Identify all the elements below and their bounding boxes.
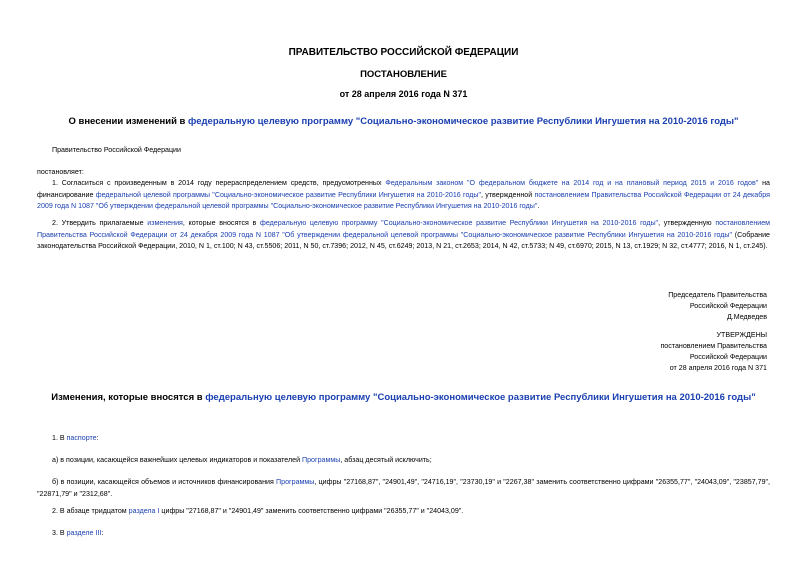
item-1: 1. В паспорте:	[52, 434, 99, 442]
changes-program-link[interactable]: федеральную целевую программу "Социально-экономическое развитие Республики Ингушетия на 2010-2016 годы"	[205, 392, 756, 403]
changes-title: Изменения, которые вносятся в федеральную целевую программу "Социально-экономическое развитие Республики Ингушетия на 2010-2016 годы"	[51, 392, 756, 403]
title-program-link[interactable]: федеральную целевую программу "Социально-экономическое развитие Республики Ингушетия на 2010-2016 годы"	[188, 116, 739, 127]
document-title	[0, 116, 807, 127]
item-1a: а) в позиции, касающейся важнейших целевых индикаторов и показателей Программы, абзац десятый исключить;	[52, 456, 432, 464]
section-1-link[interactable]: раздела I	[128, 507, 160, 515]
program-link-3[interactable]: Программы	[302, 456, 341, 464]
program-link-2[interactable]: федеральную целевую программу "Социально-экономическое развитие Республики Ингушетия на 2010-2016 годы"	[259, 219, 659, 227]
government-heading: ПРАВИТЕЛЬСТВО РОССИЙСКОЙ ФЕДЕРАЦИИ	[288, 47, 519, 58]
federal-law-link[interactable]: Федеральным законом "О федеральном бюджете на 2014 год и на плановый период 2015 и 2016 годов"	[385, 179, 759, 187]
document-date: от 28 апреля 2016 года N 371	[339, 89, 468, 99]
resolution-link[interactable]: постановлением Правительства Российской Федерации от 24 декабря 2009 года N 1087 "Об утверждении федеральной целевой программы "Социально-экономическое развитие Республики Ингушетия на 2010-2016 годы"	[37, 190, 770, 210]
document-type: ПОСТАНОВЛЕНИЕ	[360, 69, 447, 80]
section-3-link[interactable]: разделе III	[66, 529, 102, 537]
approval-block: УТВЕРЖДЕНЫ постановлением Правительства Российской Федерации от 28 апреля 2016 года N 371	[660, 331, 767, 372]
paragraph-2: 2. Утвердить прилагаемые изменения, которые вносятся в федеральную целевую программу "Социально-экономическое развитие Республики Ингушетия на 2010-2016 годы", утвержденную постановлением Правительства Российской Федерации от 24 декабря 2009 года N 1087 "Об утверждении федеральной целевой программы "Социально-экономическое развитие Республики Ингушетия на 2010-2016 годы" (Собрание законодательства Российской Федерации, 2010, N 1, ст.100; N 43, ст.5506; 2011, N 50, ст.7396; 2012, N 45, ст.6249; 2013, N 21, ст.2653; 2014, N 42, ст.5733; N 49, ст.6970; 2015, N 13, ст.1929; N 32, ст.4777; 2016, N 1, ст.245).	[37, 219, 771, 250]
signature-block: Председатель Правительства Российской Федерации Д.Медведев	[668, 291, 767, 321]
program-link[interactable]: федеральной целевой программы "Социально-экономическое развитие Республики Ингушетия на 2010-2016 годы"	[95, 190, 481, 199]
passport-link[interactable]: паспорте	[66, 434, 97, 442]
resolution-link-2[interactable]: постановлением Правительства Российской Федерации от 24 декабря 2009 года N 1087 "Об утверждении федеральной целевой программы "Социально-экономическое развитие Республики Ингушетия на 2010-2016 годы"	[37, 219, 771, 239]
paragraph-1: 1. Согласиться с произведенным в 2014 году перераспределением средств, предусмотренных Федеральным законом "О федеральном бюджете на 2014 год и на плановый период 2015 и 2016 годов" на финансирование федеральной целевой программы "Социально-экономическое развитие Республики Ингушетия на 2010-2016 годы", утвержденной постановлением Правительства Российской Федерации от 24 декабря 2009 года N 1087 "Об утверждении федеральной целевой программы "Социально-экономическое развитие Республики Ингушетия на 2010-2016 годы".	[37, 179, 770, 210]
item-1b: б) в позиции, касающейся объемов и источников финансирования Программы, цифры "27168,87", "24901,49", "24716,19", "23730,19" и "2267,38" заменить соответственно цифрами "26355,77", "24043,09", "23857,79", "22871,79" и "2312,68".	[37, 478, 771, 498]
item-3: 3. В разделе III:	[52, 529, 104, 537]
program-link-4[interactable]: Программы	[276, 478, 315, 486]
item-2: 2. В абзаце тридцатом раздела I цифры "27168,87" и "24901,49" заменить соответственно цифрами "26355,77" и "24043,09".	[52, 507, 464, 515]
title-prefix: О внесении изменений в	[68, 116, 189, 127]
decides-text: постановляет:	[37, 168, 84, 176]
changes-link[interactable]: изменения	[147, 219, 183, 227]
government-name: Правительство Российской Федерации	[52, 146, 181, 154]
